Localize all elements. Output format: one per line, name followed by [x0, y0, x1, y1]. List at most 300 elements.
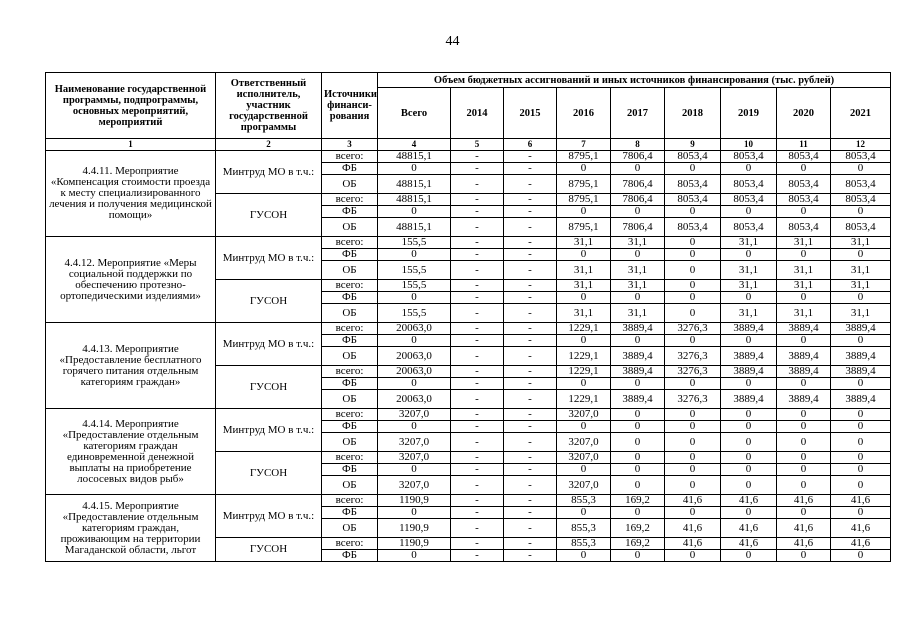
value-cell: 48815,1: [378, 194, 451, 206]
value-cell: 20063,0: [378, 323, 451, 335]
value-cell: 0: [378, 292, 451, 304]
value-cell: -: [451, 390, 504, 409]
value-cell: 3207,0: [557, 409, 611, 421]
column-number: 6: [504, 139, 557, 151]
value-cell: 1190,9: [378, 519, 451, 538]
value-cell: 3207,0: [378, 409, 451, 421]
value-cell: 31,1: [777, 261, 831, 280]
source-cell: всего:: [322, 323, 378, 335]
source-cell: всего:: [322, 194, 378, 206]
header-year: 2014: [451, 88, 504, 139]
value-cell: 0: [378, 464, 451, 476]
value-cell: 0: [777, 476, 831, 495]
value-cell: 8053,4: [721, 194, 777, 206]
value-cell: -: [451, 507, 504, 519]
value-cell: 41,6: [721, 495, 777, 507]
value-cell: 0: [831, 409, 891, 421]
source-cell: ОБ: [322, 390, 378, 409]
value-cell: 1229,1: [557, 323, 611, 335]
source-cell: ФБ: [322, 249, 378, 261]
value-cell: 3207,0: [557, 433, 611, 452]
value-cell: -: [504, 194, 557, 206]
value-cell: 1229,1: [557, 366, 611, 378]
value-cell: 8053,4: [665, 175, 721, 194]
value-cell: 31,1: [721, 280, 777, 292]
table-row: [46, 151, 891, 163]
value-cell: -: [504, 335, 557, 347]
value-cell: 0: [665, 261, 721, 280]
value-cell: 31,1: [777, 237, 831, 249]
value-cell: 0: [611, 452, 665, 464]
value-cell: 0: [777, 464, 831, 476]
value-cell: 0: [777, 335, 831, 347]
measure-name: 4.4.12. Мероприятие «Меры социальной поддержки по обеспечению протезно-ортопедическими изделиями»: [46, 237, 216, 323]
value-cell: -: [451, 218, 504, 237]
value-cell: 3889,4: [831, 347, 891, 366]
value-cell: -: [504, 237, 557, 249]
column-number: 3: [322, 139, 378, 151]
value-cell: 0: [777, 507, 831, 519]
value-cell: -: [451, 261, 504, 280]
column-number: 2: [216, 139, 322, 151]
value-cell: -: [451, 519, 504, 538]
value-cell: -: [451, 292, 504, 304]
source-cell: ОБ: [322, 476, 378, 495]
value-cell: -: [451, 378, 504, 390]
value-cell: 0: [721, 421, 777, 433]
value-cell: -: [504, 280, 557, 292]
value-cell: 1190,9: [378, 495, 451, 507]
value-cell: 3207,0: [557, 452, 611, 464]
value-cell: -: [504, 175, 557, 194]
value-cell: 3889,4: [721, 390, 777, 409]
source-cell: всего:: [322, 409, 378, 421]
value-cell: 0: [611, 409, 665, 421]
value-cell: 8053,4: [721, 175, 777, 194]
value-cell: 3889,4: [777, 323, 831, 335]
measure-name: 4.4.11. Мероприятие «Компенсация стоимости проезда к месту специализированного лечения и получения медицинской помощи»: [46, 151, 216, 237]
value-cell: 8053,4: [665, 151, 721, 163]
value-cell: 8053,4: [721, 151, 777, 163]
value-cell: 855,3: [557, 495, 611, 507]
value-cell: 8795,1: [557, 175, 611, 194]
value-cell: 8053,4: [831, 151, 891, 163]
value-cell: 20063,0: [378, 390, 451, 409]
value-cell: -: [504, 304, 557, 323]
value-cell: 3889,4: [777, 366, 831, 378]
value-cell: 0: [831, 378, 891, 390]
value-cell: -: [504, 378, 557, 390]
value-cell: 0: [611, 335, 665, 347]
source-cell: всего:: [322, 495, 378, 507]
value-cell: 0: [557, 550, 611, 562]
column-number: 10: [721, 139, 777, 151]
source-cell: ФБ: [322, 464, 378, 476]
value-cell: 3889,4: [831, 366, 891, 378]
value-cell: 1229,1: [557, 347, 611, 366]
value-cell: -: [451, 249, 504, 261]
value-cell: 0: [378, 335, 451, 347]
header-year: 2019: [721, 88, 777, 139]
value-cell: -: [504, 366, 557, 378]
source-cell: ФБ: [322, 335, 378, 347]
value-cell: 3276,3: [665, 366, 721, 378]
value-cell: 0: [831, 292, 891, 304]
value-cell: 31,1: [557, 237, 611, 249]
value-cell: 0: [665, 550, 721, 562]
value-cell: 155,5: [378, 280, 451, 292]
value-cell: 0: [665, 433, 721, 452]
value-cell: 3276,3: [665, 347, 721, 366]
table-row: [46, 495, 891, 507]
value-cell: 7806,4: [611, 175, 665, 194]
value-cell: 31,1: [777, 280, 831, 292]
value-cell: 3207,0: [557, 476, 611, 495]
value-cell: 0: [665, 476, 721, 495]
value-cell: 3889,4: [777, 347, 831, 366]
value-cell: 31,1: [557, 280, 611, 292]
value-cell: -: [504, 476, 557, 495]
measure-name: 4.4.15. Мероприятие «Предоставление отдельным категориям граждан, проживающим на территории Магаданской области, льгот: [46, 495, 216, 562]
value-cell: -: [451, 151, 504, 163]
value-cell: 0: [831, 550, 891, 562]
value-cell: 0: [665, 206, 721, 218]
value-cell: 3207,0: [378, 452, 451, 464]
value-cell: 48815,1: [378, 218, 451, 237]
value-cell: 7806,4: [611, 194, 665, 206]
value-cell: 31,1: [831, 237, 891, 249]
value-cell: 0: [665, 452, 721, 464]
value-cell: 31,1: [721, 261, 777, 280]
header-year: 2017: [611, 88, 665, 139]
value-cell: -: [451, 280, 504, 292]
value-cell: 0: [665, 163, 721, 175]
value-cell: 155,5: [378, 237, 451, 249]
value-cell: 0: [665, 464, 721, 476]
value-cell: 0: [831, 335, 891, 347]
value-cell: -: [451, 163, 504, 175]
header-sources: Источники финанси-рования: [322, 73, 378, 139]
column-number: 11: [777, 139, 831, 151]
budget-table: [45, 72, 891, 562]
executor-label: Минтруд МО в т.ч.:: [216, 323, 322, 366]
value-cell: 48815,1: [378, 151, 451, 163]
value-cell: 0: [777, 421, 831, 433]
executor-label: ГУСОН: [216, 280, 322, 323]
value-cell: -: [504, 249, 557, 261]
value-cell: 855,3: [557, 519, 611, 538]
value-cell: 0: [777, 206, 831, 218]
value-cell: 0: [557, 292, 611, 304]
value-cell: -: [504, 433, 557, 452]
value-cell: -: [451, 452, 504, 464]
value-cell: 31,1: [611, 261, 665, 280]
value-cell: 155,5: [378, 261, 451, 280]
value-cell: 0: [665, 378, 721, 390]
value-cell: 169,2: [611, 538, 665, 550]
value-cell: 0: [557, 421, 611, 433]
value-cell: 41,6: [831, 519, 891, 538]
value-cell: 0: [611, 421, 665, 433]
value-cell: 31,1: [557, 261, 611, 280]
value-cell: -: [504, 495, 557, 507]
value-cell: 8053,4: [831, 218, 891, 237]
value-cell: 31,1: [557, 304, 611, 323]
value-cell: 20063,0: [378, 366, 451, 378]
value-cell: 41,6: [831, 538, 891, 550]
value-cell: 0: [831, 433, 891, 452]
value-cell: 0: [721, 452, 777, 464]
source-cell: всего:: [322, 237, 378, 249]
value-cell: 0: [777, 249, 831, 261]
source-cell: всего:: [322, 151, 378, 163]
value-cell: -: [451, 206, 504, 218]
value-cell: 41,6: [777, 495, 831, 507]
value-cell: 0: [777, 433, 831, 452]
value-cell: 8053,4: [777, 175, 831, 194]
source-cell: ОБ: [322, 347, 378, 366]
executor-label: Минтруд МО в т.ч.:: [216, 151, 322, 194]
value-cell: 0: [611, 292, 665, 304]
column-number: 12: [831, 139, 891, 151]
value-cell: 8053,4: [777, 218, 831, 237]
executor-label: ГУСОН: [216, 538, 322, 562]
source-cell: ФБ: [322, 550, 378, 562]
value-cell: 0: [557, 464, 611, 476]
value-cell: 8053,4: [831, 175, 891, 194]
executor-label: ГУСОН: [216, 452, 322, 495]
value-cell: 0: [831, 476, 891, 495]
source-cell: ОБ: [322, 175, 378, 194]
value-cell: 41,6: [665, 495, 721, 507]
value-cell: 0: [831, 464, 891, 476]
header-year: 2018: [665, 88, 721, 139]
value-cell: 0: [777, 163, 831, 175]
source-cell: ОБ: [322, 304, 378, 323]
value-cell: 0: [665, 292, 721, 304]
value-cell: 0: [721, 163, 777, 175]
value-cell: 0: [557, 163, 611, 175]
value-cell: -: [451, 476, 504, 495]
measure-name: 4.4.13. Мероприятие «Предоставление бесплатного горячего питания отдельным категориям граждан»: [46, 323, 216, 409]
value-cell: -: [504, 163, 557, 175]
value-cell: -: [451, 550, 504, 562]
source-cell: ОБ: [322, 218, 378, 237]
value-cell: -: [504, 218, 557, 237]
value-cell: 0: [611, 249, 665, 261]
value-cell: 8053,4: [831, 194, 891, 206]
value-cell: 0: [665, 249, 721, 261]
source-cell: всего:: [322, 452, 378, 464]
value-cell: 3207,0: [378, 476, 451, 495]
value-cell: -: [451, 323, 504, 335]
value-cell: 31,1: [721, 304, 777, 323]
value-cell: 8795,1: [557, 151, 611, 163]
value-cell: 0: [611, 550, 665, 562]
source-cell: всего:: [322, 538, 378, 550]
value-cell: 3889,4: [611, 323, 665, 335]
value-cell: -: [504, 538, 557, 550]
value-cell: -: [451, 194, 504, 206]
value-cell: -: [451, 304, 504, 323]
value-cell: -: [451, 175, 504, 194]
executor-label: ГУСОН: [216, 366, 322, 409]
value-cell: 31,1: [611, 304, 665, 323]
value-cell: 0: [831, 421, 891, 433]
value-cell: 41,6: [831, 495, 891, 507]
value-cell: -: [504, 206, 557, 218]
value-cell: 41,6: [665, 519, 721, 538]
measure-name: 4.4.14. Мероприятие «Предоставление отдельным категориям граждан единовременной денежной выплаты на приобретение лососевых видов рыб»: [46, 409, 216, 495]
value-cell: 0: [611, 163, 665, 175]
value-cell: 3889,4: [611, 366, 665, 378]
header-volume: Объем бюджетных ассигнований и иных источников финансирования (тыс. рублей): [378, 73, 891, 88]
value-cell: 0: [721, 292, 777, 304]
value-cell: 41,6: [665, 538, 721, 550]
value-cell: 0: [777, 292, 831, 304]
table-row: [46, 323, 891, 335]
value-cell: 3276,3: [665, 323, 721, 335]
value-cell: -: [451, 433, 504, 452]
value-cell: -: [504, 151, 557, 163]
value-cell: 0: [721, 335, 777, 347]
value-cell: -: [504, 292, 557, 304]
executor-label: Минтруд МО в т.ч.:: [216, 409, 322, 452]
value-cell: -: [451, 421, 504, 433]
value-cell: -: [451, 409, 504, 421]
value-cell: 41,6: [777, 519, 831, 538]
value-cell: 8795,1: [557, 218, 611, 237]
value-cell: 0: [611, 433, 665, 452]
value-cell: 0: [557, 378, 611, 390]
value-cell: -: [451, 237, 504, 249]
column-number: 9: [665, 139, 721, 151]
header-year: Всего: [378, 88, 451, 139]
source-cell: ФБ: [322, 507, 378, 519]
value-cell: 0: [665, 304, 721, 323]
executor-label: Минтруд МО в т.ч.:: [216, 237, 322, 280]
source-cell: ФБ: [322, 421, 378, 433]
value-cell: 41,6: [777, 538, 831, 550]
value-cell: 0: [557, 335, 611, 347]
value-cell: 8053,4: [665, 218, 721, 237]
header-year: 2021: [831, 88, 891, 139]
value-cell: 3889,4: [721, 323, 777, 335]
source-cell: ОБ: [322, 261, 378, 280]
value-cell: 0: [721, 476, 777, 495]
value-cell: 0: [611, 464, 665, 476]
value-cell: 3889,4: [611, 347, 665, 366]
value-cell: 3889,4: [611, 390, 665, 409]
value-cell: 3889,4: [831, 390, 891, 409]
value-cell: 3889,4: [777, 390, 831, 409]
value-cell: 0: [665, 335, 721, 347]
source-cell: ОБ: [322, 519, 378, 538]
value-cell: -: [504, 421, 557, 433]
value-cell: 169,2: [611, 519, 665, 538]
value-cell: 8053,4: [777, 194, 831, 206]
source-cell: ФБ: [322, 292, 378, 304]
value-cell: -: [504, 347, 557, 366]
value-cell: -: [504, 519, 557, 538]
value-cell: 0: [611, 476, 665, 495]
column-number: 8: [611, 139, 665, 151]
value-cell: 0: [665, 237, 721, 249]
value-cell: 0: [721, 507, 777, 519]
column-number: 1: [46, 139, 216, 151]
value-cell: 31,1: [777, 304, 831, 323]
value-cell: 0: [665, 280, 721, 292]
value-cell: 8053,4: [721, 218, 777, 237]
value-cell: -: [451, 538, 504, 550]
value-cell: 0: [665, 507, 721, 519]
source-cell: ФБ: [322, 206, 378, 218]
value-cell: 41,6: [721, 538, 777, 550]
value-cell: -: [451, 464, 504, 476]
table-row: [46, 409, 891, 421]
value-cell: 3889,4: [721, 347, 777, 366]
value-cell: 3207,0: [378, 433, 451, 452]
value-cell: 31,1: [721, 237, 777, 249]
value-cell: 0: [777, 409, 831, 421]
value-cell: 0: [557, 507, 611, 519]
source-cell: всего:: [322, 366, 378, 378]
column-number: 5: [451, 139, 504, 151]
value-cell: 155,5: [378, 304, 451, 323]
value-cell: 0: [831, 163, 891, 175]
value-cell: 0: [378, 163, 451, 175]
value-cell: 20063,0: [378, 347, 451, 366]
value-cell: 0: [721, 433, 777, 452]
value-cell: 0: [721, 550, 777, 562]
value-cell: -: [504, 507, 557, 519]
header-year: 2020: [777, 88, 831, 139]
value-cell: 0: [557, 206, 611, 218]
value-cell: 0: [611, 206, 665, 218]
source-cell: ФБ: [322, 163, 378, 175]
value-cell: 0: [611, 507, 665, 519]
table-row: [46, 237, 891, 249]
executor-label: Минтруд МО в т.ч.:: [216, 495, 322, 538]
value-cell: 0: [777, 378, 831, 390]
value-cell: 0: [721, 464, 777, 476]
value-cell: 41,6: [721, 519, 777, 538]
value-cell: 0: [721, 206, 777, 218]
header-year: 2015: [504, 88, 557, 139]
value-cell: 31,1: [611, 237, 665, 249]
value-cell: 8053,4: [777, 151, 831, 163]
source-cell: всего:: [322, 280, 378, 292]
value-cell: 0: [378, 378, 451, 390]
value-cell: 0: [831, 507, 891, 519]
value-cell: -: [504, 409, 557, 421]
value-cell: 1190,9: [378, 538, 451, 550]
value-cell: 0: [831, 452, 891, 464]
value-cell: 7806,4: [611, 151, 665, 163]
value-cell: -: [504, 464, 557, 476]
value-cell: 0: [777, 452, 831, 464]
value-cell: 0: [378, 507, 451, 519]
source-cell: ОБ: [322, 433, 378, 452]
value-cell: 0: [378, 550, 451, 562]
value-cell: 0: [557, 249, 611, 261]
value-cell: 0: [721, 409, 777, 421]
source-cell: ФБ: [322, 378, 378, 390]
value-cell: -: [504, 323, 557, 335]
value-cell: 3276,3: [665, 390, 721, 409]
value-cell: 0: [831, 206, 891, 218]
value-cell: 8795,1: [557, 194, 611, 206]
